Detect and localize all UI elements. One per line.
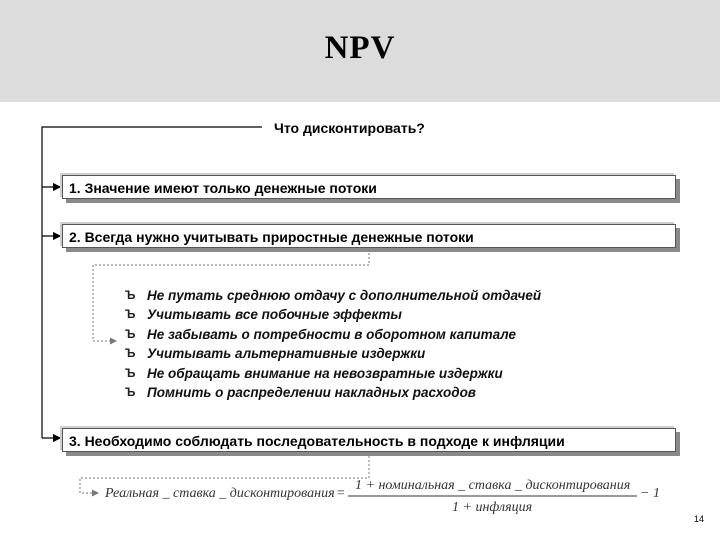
list-item	[125, 286, 541, 305]
list-item-text: Помнить о распределении накладных расходов	[147, 384, 476, 400]
list-item-text: Не путать среднюю отдачу с дополнительной отдачей	[147, 288, 542, 303]
formula-numerator: 1 + номинальная _ ставка _ дисконтирования	[355, 478, 631, 493]
list-item-text: Не обращать внимание на невозвратные издержки	[147, 365, 503, 381]
list-item	[125, 344, 541, 363]
incremental-cashflow-list	[125, 286, 541, 402]
list-item	[125, 383, 541, 402]
list-item-text: Учитывать альтернативные издержки	[147, 346, 426, 362]
slide-title: NPV	[324, 30, 396, 66]
formula-denominator: 1 + инфляция	[452, 500, 533, 515]
page-number: 14	[694, 514, 705, 524]
bullet-icon: Ъ	[125, 365, 136, 380]
question-label: Что дисконтировать?	[274, 120, 425, 136]
real-rate-formula	[0, 470, 720, 520]
principle-box-1: 1. Значение имеют только денежные потоки	[62, 175, 676, 199]
formula-equals: =	[336, 486, 346, 501]
principle-box-3: 3. Необходимо соблюдать последовательность в подходе к инфляции	[62, 428, 676, 452]
list-item-text: Учитывать все побочные эффекты	[147, 307, 402, 323]
bullet-icon: Ъ	[125, 288, 136, 302]
list-item	[125, 305, 541, 324]
bullet-icon: Ъ	[125, 326, 136, 341]
principle-box-2: 2. Всегда нужно учитывать приростные денежные потоки	[62, 224, 676, 248]
bullet-icon: Ъ	[125, 346, 136, 361]
list-item	[125, 364, 541, 383]
bullet-icon: Ъ	[125, 307, 136, 322]
formula-minus-one: − 1	[640, 486, 660, 501]
bullet-icon: Ъ	[125, 384, 136, 399]
formula-lhs: Реальная _ ставка _ дисконтирования	[105, 486, 335, 501]
list-item	[125, 325, 541, 344]
list-item-text: Не забывать о потребности в оборотном капитале	[147, 326, 517, 342]
